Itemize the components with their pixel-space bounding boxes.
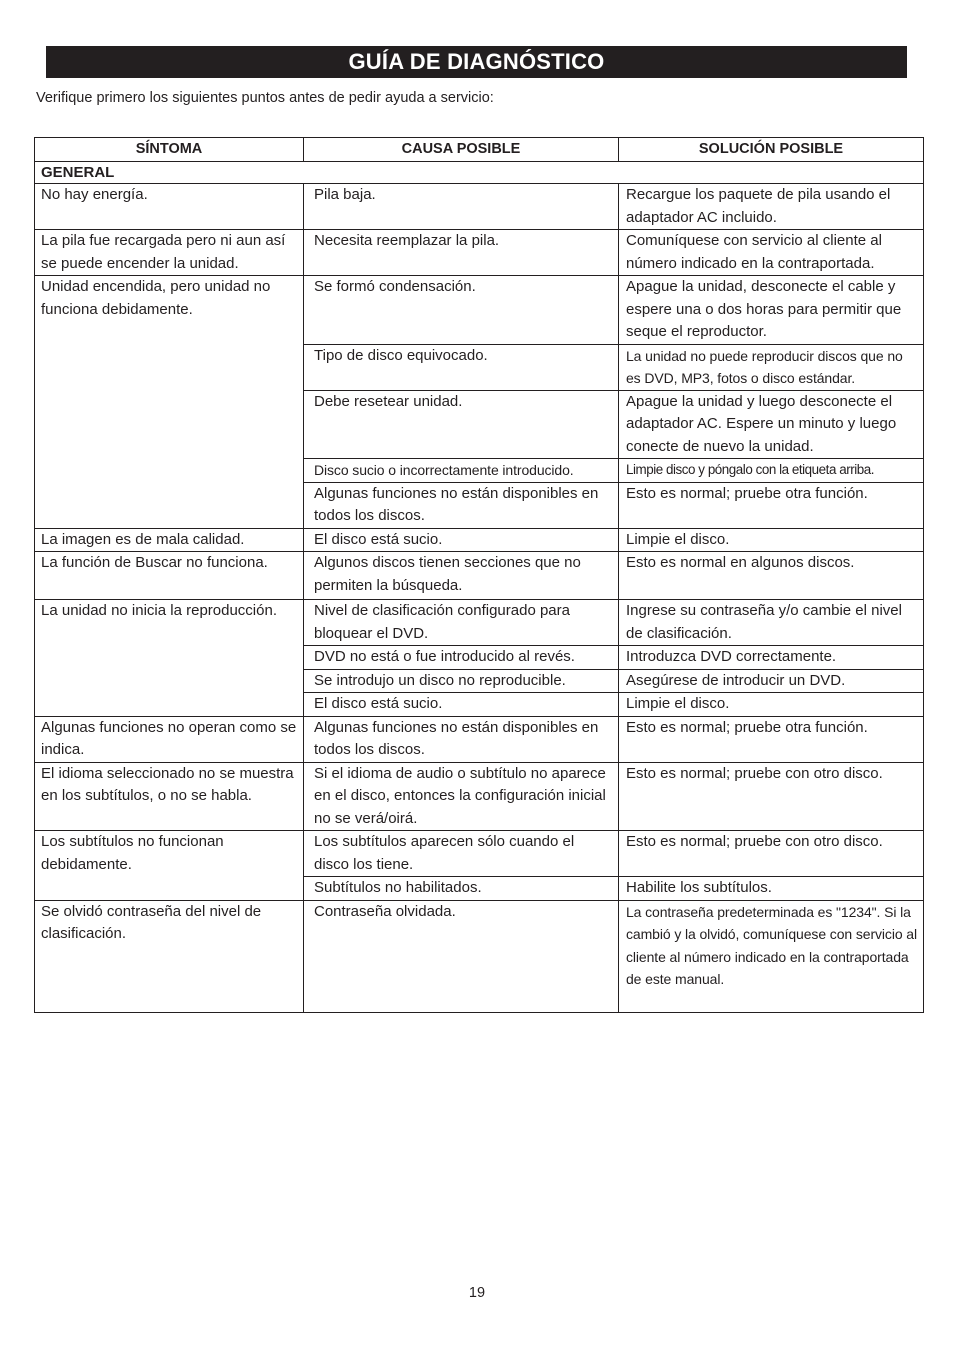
cause-cell: DVD no está o fue introducido al revés. xyxy=(304,646,619,670)
table-row xyxy=(35,600,924,646)
cause-cell: Se formó condensación. xyxy=(304,276,619,345)
cause-cell: El disco está sucio. xyxy=(304,693,619,717)
table-row xyxy=(35,276,924,345)
header-symptom: SÍNTOMA xyxy=(35,138,304,162)
table-row xyxy=(35,552,924,600)
symptom-cell: Algunas funciones no operan como se indica. xyxy=(35,716,304,762)
symptom-cell: La función de Buscar no funciona. xyxy=(35,552,304,600)
solution-cell: Esto es normal; pruebe otra función. xyxy=(619,716,924,762)
solution-cell: Comuníquese con servicio al cliente al número indicado en la contraportada. xyxy=(619,230,924,276)
page-title: GUÍA DE DIAGNÓSTICO xyxy=(46,46,907,78)
solution-cell: Esto es normal en algunos discos. xyxy=(619,552,924,600)
symptom-cell: El idioma seleccionado no se muestra en los subtítulos, o no se habla. xyxy=(35,762,304,831)
cause-cell: Algunos discos tienen secciones que no permiten la búsqueda. xyxy=(304,552,619,600)
solution-cell: La contraseña predeterminada es "1234". Si la cambió y la olvidó, comuníquese con servicio al cliente al número indicado en la contraportada de este manual. xyxy=(619,900,924,1012)
cause-cell: Algunas funciones no están disponibles en todos los discos. xyxy=(304,482,619,528)
cause-cell: El disco está sucio. xyxy=(304,528,619,552)
cause-cell: Subtítulos no habilitados. xyxy=(304,877,619,901)
solution-cell: Recargue los paquete de pila usando el adaptador AC incluido. xyxy=(619,184,924,230)
solution-cell: Asegúrese de introducir un DVD. xyxy=(619,669,924,693)
symptom-cell: Se olvidó contraseña del nivel de clasificación. xyxy=(35,900,304,1012)
cause-cell: Tipo de disco equivocado. xyxy=(304,344,619,390)
header-cause: CAUSA POSIBLE xyxy=(304,138,619,162)
intro-text: Verifique primero los siguientes puntos antes de pedir ayuda a servicio: xyxy=(36,90,494,106)
solution-cell: Apague la unidad y luego desconecte el adaptador AC. Espere un minuto y luego conecte de nuevo la unidad. xyxy=(619,390,924,459)
symptom-cell: La imagen es de mala calidad. xyxy=(35,528,304,552)
table-row xyxy=(35,528,924,552)
cause-cell: Disco sucio o incorrectamente introducido. xyxy=(304,459,619,483)
table-row xyxy=(35,900,924,1012)
cause-cell: Se introdujo un disco no reproducible. xyxy=(304,669,619,693)
solution-cell: Limpie el disco. xyxy=(619,528,924,552)
solution-cell: Limpie el disco. xyxy=(619,693,924,717)
header-solution: SOLUCIÓN POSIBLE xyxy=(619,138,924,162)
symptom-cell: Los subtítulos no funcionan debidamente. xyxy=(35,831,304,901)
solution-cell: Apague la unidad, desconecte el cable y espere una o dos horas para permitir que seque el reproductor. xyxy=(619,276,924,345)
table-row xyxy=(35,762,924,831)
cause-cell: Nivel de clasificación configurado para bloquear el DVD. xyxy=(304,600,619,646)
symptom-cell: La pila fue recargada pero ni aun así se puede encender la unidad. xyxy=(35,230,304,276)
cause-cell: Necesita reemplazar la pila. xyxy=(304,230,619,276)
symptom-cell: No hay energía. xyxy=(35,184,304,230)
page-number: 19 xyxy=(468,1285,486,1301)
troubleshooting-table xyxy=(34,137,924,1013)
cause-cell: Pila baja. xyxy=(304,184,619,230)
section-row xyxy=(35,162,924,184)
solution-cell: Habilite los subtítulos. xyxy=(619,877,924,901)
cause-cell: Si el idioma de audio o subtítulo no aparece en el disco, entonces la configuración inicial no se verá/oirá. xyxy=(304,762,619,831)
cause-cell: Algunas funciones no están disponibles en todos los discos. xyxy=(304,716,619,762)
solution-cell: Introduzca DVD correctamente. xyxy=(619,646,924,670)
header-row xyxy=(35,138,924,162)
solution-cell: Esto es normal; pruebe con otro disco. xyxy=(619,762,924,831)
solution-cell: Ingrese su contraseña y/o cambie el nivel de clasificación. xyxy=(619,600,924,646)
solution-cell: La unidad no puede reproducir discos que no es DVD, MP3, fotos o disco estándar. xyxy=(619,344,924,390)
symptom-cell: La unidad no inicia la reproducción. xyxy=(35,600,304,717)
symptom-cell: Unidad encendida, pero unidad no funciona debidamente. xyxy=(35,276,304,529)
solution-cell: Esto es normal; pruebe con otro disco. xyxy=(619,831,924,877)
table-row xyxy=(35,831,924,877)
cause-cell: Los subtítulos aparecen sólo cuando el disco los tiene. xyxy=(304,831,619,877)
table-row xyxy=(35,184,924,230)
table-row xyxy=(35,230,924,276)
cause-cell: Debe resetear unidad. xyxy=(304,390,619,459)
cause-cell: Contraseña olvidada. xyxy=(304,900,619,1012)
table-row xyxy=(35,716,924,762)
solution-cell: Esto es normal; pruebe otra función. xyxy=(619,482,924,528)
section-label: GENERAL xyxy=(35,162,924,184)
solution-cell: Limpie disco y póngalo con la etiqueta arriba. xyxy=(619,459,924,483)
